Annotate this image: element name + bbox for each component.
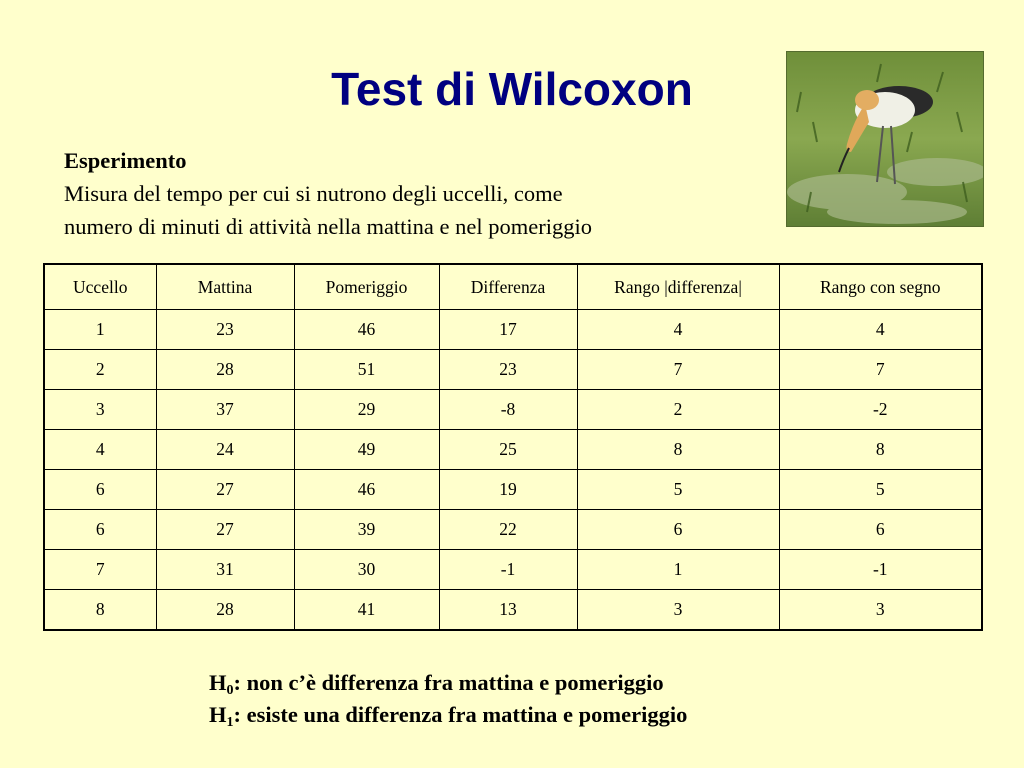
cell: 19 [439,470,577,510]
experiment-description [64,144,764,243]
null-hypothesis [209,667,687,699]
hypotheses [209,667,687,731]
wilcoxon-table [43,263,983,631]
slide-title: Test di Wilcoxon [331,63,693,115]
cell: 7 [577,350,779,390]
cell: 4 [577,310,779,350]
cell: 29 [294,390,439,430]
cell: 28 [156,590,294,631]
table-row [44,470,982,510]
cell: 8 [577,430,779,470]
cell: 17 [439,310,577,350]
cell: 24 [156,430,294,470]
cell: 6 [44,510,156,550]
cell: 27 [156,470,294,510]
cell: 30 [294,550,439,590]
cell: 2 [577,390,779,430]
table-row [44,310,982,350]
experiment-line-1: Misura del tempo per cui si nutrono degli uccelli, come [64,181,563,206]
cell: 7 [779,350,982,390]
cell: 28 [156,350,294,390]
cell: 37 [156,390,294,430]
table-row [44,590,982,631]
header-rango-segno: Rango con segno [779,264,982,310]
cell: 41 [294,590,439,631]
cell: 3 [779,590,982,631]
experiment-heading: Esperimento [64,148,187,173]
h0-text: : non c’è differenza fra mattina e pomeriggio [233,670,664,695]
cell: 46 [294,470,439,510]
bird-photo [786,51,984,227]
table-row [44,350,982,390]
cell: 5 [779,470,982,510]
header-uccello: Uccello [44,264,156,310]
table-header-row [44,264,982,310]
cell: 31 [156,550,294,590]
cell: 13 [439,590,577,631]
cell: 25 [439,430,577,470]
experiment-line-2: numero di minuti di attività nella mattina e nel pomeriggio [64,214,593,239]
header-differenza: Differenza [439,264,577,310]
table-row [44,550,982,590]
h1-letter: H [209,702,227,727]
table-row [44,430,982,470]
cell: 8 [779,430,982,470]
cell: 1 [44,310,156,350]
table-row [44,390,982,430]
cell: -1 [439,550,577,590]
cell: 46 [294,310,439,350]
cell: 3 [44,390,156,430]
cell: 6 [779,510,982,550]
cell: 4 [44,430,156,470]
cell: 6 [577,510,779,550]
alternative-hypothesis [209,699,687,731]
header-rango-abs: Rango |differenza| [577,264,779,310]
h1-subscript: 1 [226,715,234,730]
header-mattina: Mattina [156,264,294,310]
cell: 8 [44,590,156,631]
cell: 23 [156,310,294,350]
cell: 51 [294,350,439,390]
cell: 5 [577,470,779,510]
cell: 6 [44,470,156,510]
h1-text: : esiste una differenza fra mattina e pomeriggio [233,702,688,727]
cell: 1 [577,550,779,590]
cell: 3 [577,590,779,631]
table-row [44,510,982,550]
h0-subscript: 0 [226,683,234,698]
cell: 22 [439,510,577,550]
cell: -2 [779,390,982,430]
cell: -1 [779,550,982,590]
cell: 4 [779,310,982,350]
header-pomeriggio: Pomeriggio [294,264,439,310]
cell: 49 [294,430,439,470]
cell: 27 [156,510,294,550]
avocet-bird-photo-icon [787,52,983,226]
cell: 7 [44,550,156,590]
cell: -8 [439,390,577,430]
cell: 39 [294,510,439,550]
h0-letter: H [209,670,227,695]
cell: 23 [439,350,577,390]
cell: 2 [44,350,156,390]
